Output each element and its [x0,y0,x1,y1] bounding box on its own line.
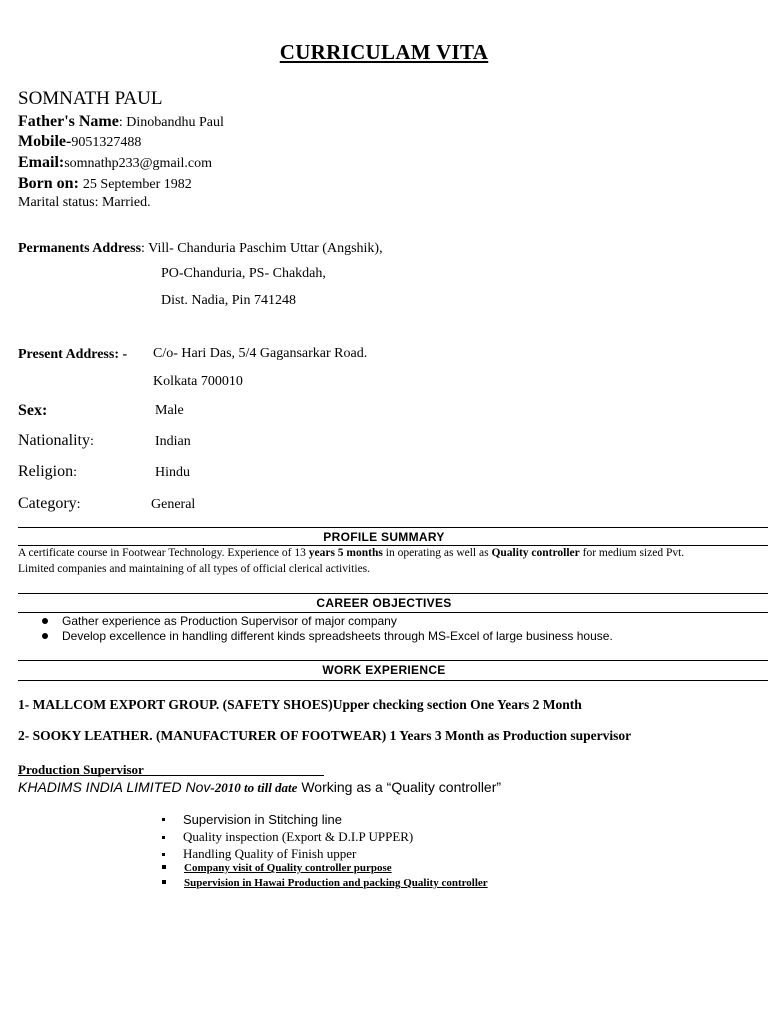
category-row [18,495,81,513]
permanent-address-row [18,239,383,257]
nationality-row [18,432,94,450]
profile-text-1: A certificate course in Footwear Technology. Experience of 13 [18,547,309,559]
career-item-text: Gather experience as Production Supervisor of major company [62,614,397,628]
category-value: General [151,497,196,512]
profile-summary-line1 [18,547,684,559]
sex-label: Sex: [18,402,48,419]
religion-label: Religion [18,463,74,480]
profile-text-3: for medium sized Pvt. [579,547,685,559]
job-1: 1- MALLCOM EXPORT GROUP. (SAFETY SHOES)Upper checking section One Years 2 Month [18,697,582,712]
career-bottom-rule [18,612,768,613]
sex-value: Male [155,403,184,418]
duty-item-text: Company visit of Quality controller purpose [184,862,392,874]
duty-item [162,877,488,889]
permanent-address-line2: PO-Chanduria, PS- Chakdah, [161,266,326,281]
work-experience-heading: WORK EXPERIENCE [322,663,446,677]
father-sep: : [118,115,127,130]
duty-item-text: Supervision in Hawai Production and packing Quality controller [184,877,488,889]
nationality-label: Nationality [18,432,90,449]
duty-item [162,812,342,827]
current-company-suffix: ov [195,779,211,795]
duty-item [162,862,392,874]
mobile-value: 9051327488 [71,135,142,150]
bullet-icon [42,618,48,624]
permanent-address-line1: : Vill- Chanduria Paschim Uttar (Angshik), [141,241,383,256]
father-label: Father's Name [18,113,119,130]
candidate-name: SOMNATH PAUL [18,88,163,109]
mobile-row [18,133,141,151]
marital-status: Marital status: Married. [18,195,151,210]
email-row [18,154,212,172]
bullet-icon [162,853,165,856]
father-name-row [18,113,224,131]
email-label: Email: [18,154,65,171]
current-role: Working as a “Quality controller” [297,779,502,795]
career-top-rule [18,593,768,594]
career-item-text: Develop excellence in handling different kinds spreadsheets through MS-Excel of large business house. [62,629,613,643]
profile-text-2: in operating as well as [382,547,492,559]
born-row [18,175,192,193]
mobile-label: Mobile- [18,133,72,150]
current-employment [18,779,501,797]
born-label: Born on: [18,175,79,192]
bullet-icon [42,633,48,639]
father-value: Dinobandhu Paul [126,115,224,130]
permanent-address-label: Permanents Address [18,241,142,256]
career-item [42,629,613,643]
work-bottom-rule [18,680,768,681]
bullet-icon [162,880,166,884]
duty-item-text: Supervision in Stitching line [183,812,342,827]
role-heading: Production Supervisor [18,762,144,777]
religion-value: Hindu [155,465,190,480]
profile-summary-heading: PROFILE SUMMARY [323,530,445,544]
duty-item [162,846,356,862]
duty-item-text: Quality inspection (Export & D.I.P UPPER) [183,829,414,844]
present-address-line1: C/o- Hari Das, 5/4 Gagansarkar Road. [153,346,368,361]
present-address-line2: Kolkata 700010 [153,374,243,389]
career-item [42,614,397,628]
document-title: CURRICULAM VITA [279,40,489,64]
bullet-icon [162,865,166,869]
profile-bottom-rule [18,545,768,546]
job-2: 2- SOOKY LEATHER. (MANUFACTURER OF FOOTWEAR) 1 Years 3 Month as Production supervisor [18,728,632,743]
bullet-icon [162,836,165,839]
profile-experience-years: years 5 months [308,547,383,559]
work-top-rule [18,660,768,661]
role-heading-rule [18,775,324,776]
current-period: -2010 to till date [210,780,298,795]
profile-quality-controller: Quality controller [491,547,580,559]
duty-item-text: Handling Quality of Finish upper [183,846,357,861]
religion-row [18,463,77,481]
profile-top-rule [18,527,768,528]
nationality-sep: : [89,434,94,449]
category-sep: : [76,497,81,512]
duty-item [162,829,413,845]
career-objectives-heading: CAREER OBJECTIVES [316,596,452,610]
permanent-address-line3: Dist. Nadia, Pin 741248 [161,293,296,308]
present-address-label: Present Address: - [18,347,128,362]
current-company: KHADIMS INDIA LIMITED N [18,779,196,795]
nationality-value: Indian [155,434,191,449]
category-label: Category [18,495,77,512]
profile-summary-line2: Limited companies and maintaining of all types of official clerical activities. [18,563,371,575]
born-value: 25 September 1982 [82,177,192,192]
bullet-icon [162,818,165,821]
religion-sep: : [73,465,77,480]
email-value: somnathp233@gmail.com [64,156,213,171]
